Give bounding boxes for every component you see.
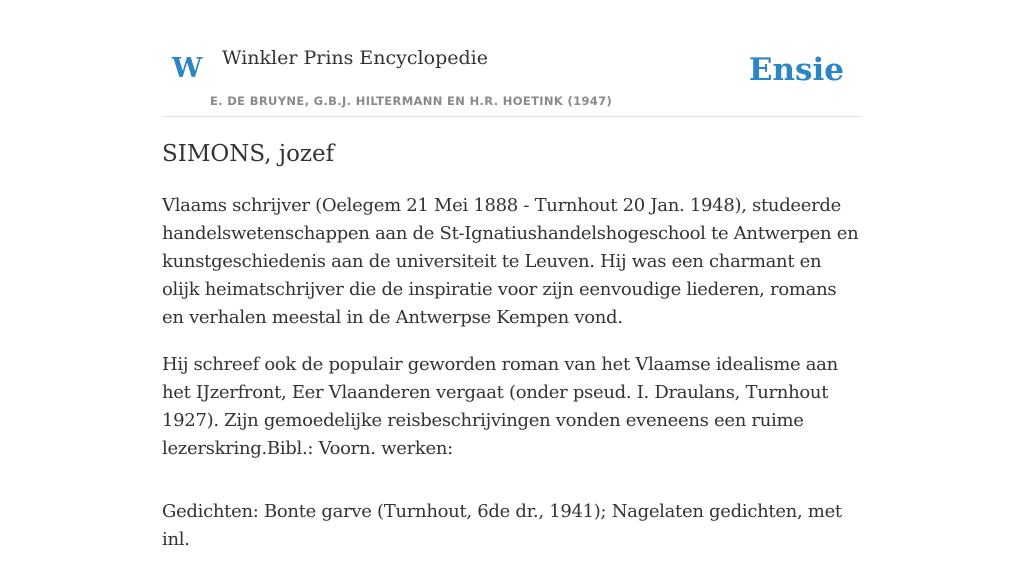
encyclopedia-authors: E. DE BRUYNE, G.B.J. HILTERMANN EN H.R. HOETINK (1947) xyxy=(210,94,613,108)
ensie-logo-link[interactable]: Ensie xyxy=(748,52,844,88)
encyclopedia-logo[interactable]: W xyxy=(172,53,203,84)
entry-body xyxy=(162,192,862,573)
entry-title: SIMONS, jozef xyxy=(162,141,335,167)
entry-paragraph-works: Gedichten: Bonte garve (Turnhout, 6de dr., 1941); Nagelaten gedichten, met inl. xyxy=(162,501,842,550)
encyclopedia-title[interactable]: Winkler Prins Encyclopedie xyxy=(222,47,488,69)
page xyxy=(162,0,862,550)
entry-paragraph: Vlaams schrijver (Oelegem 21 Mei 1888 - Turnhout 20 Jan. 1948), studeerde handelswetenschappen aan de St-Ignatiushandelshogeschool te Antwerpen en kunstgeschiedenis aan de universiteit te Leuven. Hij was een charmant en olijk heimatschrijver die de inspiratie voor zijn eenvoudige liederen, romans en verhalen meestal in de Antwerpse Kempen vond. xyxy=(162,195,859,328)
entry-paragraph: Hij schreef ook de populair geworden roman van het Vlaamse idealisme aan het IJzerfront, Eer Vlaanderen vergaat (onder pseud. I. Draulans, Turnhout 1927). Zijn gemoedelijke reisbeschrijvingen vonden eveneens een ruime lezerskring.Bibl.: Voorn. werken: xyxy=(162,354,838,459)
site-header xyxy=(162,0,862,117)
